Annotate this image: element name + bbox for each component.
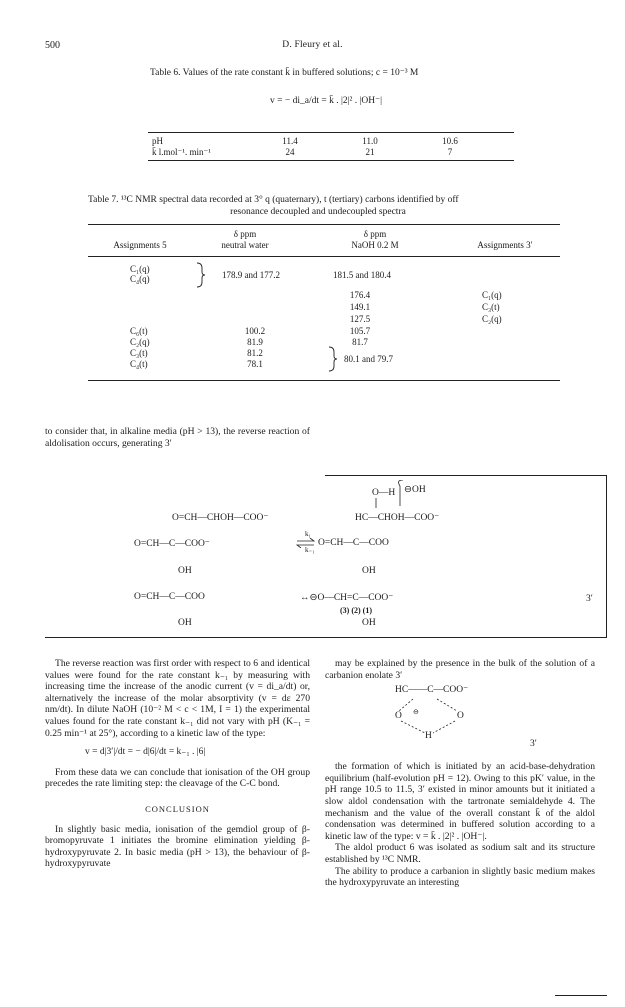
table6-cell: 10.6 xyxy=(442,136,458,146)
scheme-top-oh: ⊖OH xyxy=(404,485,426,495)
table7-header-assign5: Assignments 5 xyxy=(113,240,167,250)
table7-water-value: 178.9 and 177.2 xyxy=(222,270,280,280)
enolate-top: HC——C—COO⁻ xyxy=(395,685,469,696)
scheme-row1-left: O=CH—CHOH—COO⁻ xyxy=(172,513,269,523)
right-paragraph-4: The ability to produce a carbanion in slightly basic medium makes the hydroxypyruvate an interesting xyxy=(325,865,595,889)
table7-caption-line2: resonance decoupled and undecoupled spectra xyxy=(230,207,406,217)
scheme-rate-k1: k₁ xyxy=(305,530,311,538)
scheme-top-label: O—H xyxy=(372,488,396,498)
table6-top-rule xyxy=(148,132,514,133)
intro-paragraph: to consider that, in alkaline media (pH > 13), the reverse reaction of aldolisation occurs, generating 3′ xyxy=(45,426,310,449)
table7-water-value: 100.2 xyxy=(244,326,266,336)
table7-top-rule xyxy=(88,224,560,225)
table7-naoh-value: 81.7 xyxy=(352,337,368,347)
table7-assign5: C₄(t) xyxy=(130,359,148,369)
scheme-right-rule xyxy=(606,475,607,637)
footer-rule xyxy=(555,995,607,996)
table7-header-naoh-top: δ ppm xyxy=(363,229,387,239)
scheme-rate-km1: k₋₁ xyxy=(305,546,315,554)
table7-header-assign3: Assignments 3′ xyxy=(477,240,533,250)
table7-naoh-value: 105.7 xyxy=(349,326,371,336)
scheme-row3-right: OH xyxy=(362,566,376,576)
enolate-bonds xyxy=(395,697,465,737)
scheme-bottom-rule xyxy=(45,637,607,638)
table6-cell: 24 xyxy=(285,147,295,157)
scheme-row2-right: O=CH—C—COO xyxy=(318,538,389,548)
enolate-h: H xyxy=(425,731,432,742)
conclusion-heading: CONCLUSION xyxy=(145,803,210,814)
table6-cell: 7 xyxy=(447,147,453,157)
table7-assign5: C₆(t) xyxy=(130,326,148,336)
table7-bottom-rule xyxy=(88,380,560,381)
table6-cell: 11.4 xyxy=(282,136,298,146)
table6-cell: 21 xyxy=(365,147,375,157)
table7-assign5: C₃(t) xyxy=(130,348,148,358)
right-paragraph-2: the formation of which is initiated by an acid-base-dehydration equilibrium (half-evolution pH = 12). Owing to this pK′ value, in the pH range 10.5 to 11.5, 3′ existed in minor amounts but it initiated a slow aldol condensation with the tartronate semialdehyde 4. The mechanism and the value of the overall constant k̄ of the aldol condensation was determined in buffered solution according to a kinetic law of the type: v = k̄ . |2|² . |OH⁻|. xyxy=(325,761,595,842)
table7-caption-line1: Table 7. ¹³C NMR spectral data recorded at 3° q (quaternary), t (tertiary) carbons identified by off xyxy=(88,195,459,205)
table7-brace-right xyxy=(328,346,338,372)
table6-row-label-ph: pH xyxy=(152,136,163,146)
table7-assign5: C₂(q) xyxy=(130,337,150,347)
scheme-row1-right: HC—CHOH—COO⁻ xyxy=(355,513,440,523)
table7-water-value: 81.2 xyxy=(247,348,263,358)
table7-naoh-value: 149.1 xyxy=(349,302,371,312)
scheme-row2-left: O=CH—C—COO⁻ xyxy=(134,539,210,549)
enolate-label: 3′ xyxy=(530,739,537,750)
enolate-o-left: O xyxy=(395,711,402,722)
table7-naoh-value: 176.4 xyxy=(349,290,371,300)
scheme-row6-left: OH xyxy=(178,618,192,628)
page-number: 500 xyxy=(45,40,60,51)
table7-assign5: C₁(q) xyxy=(130,264,150,274)
scheme-row6-right: OH xyxy=(362,618,376,628)
scheme-top-rule xyxy=(325,475,607,476)
right-column xyxy=(325,658,595,889)
table7-water-value: 81.9 xyxy=(247,337,263,347)
scheme-row4-right: ↔⊖O—CH=C—COO⁻ xyxy=(300,593,394,603)
scheme-row3-left: OH xyxy=(178,566,192,576)
table7-naoh-value: 80.1 and 79.7 xyxy=(344,354,393,364)
left-paragraph-1: The reverse reaction was first order with respect to 6 and identical values were found for the rate constant k₋₁ by measuring with increasing time the increase of the anodic current (v = di_a/dt) or, alternatively the increase of the molar absorptivity (v = dε 270 nm/dt). In dilute NaOH (10⁻² M < c < 1M, I = 1) the experimental values found for the rate constant k₋₁ did not vary with pH (K₋₁ = 0.25 min⁻¹ at 25°), according to a kinetic law of the type: xyxy=(45,658,310,739)
table7-water-value: 78.1 xyxy=(247,359,263,369)
left-equation: v = d|3′|/dt = − d|6|/dt = k₋₁ . |6| xyxy=(85,747,206,758)
table7-assign3: C₂(q) xyxy=(482,314,502,324)
table7-header-naoh-bottom: NaOH 0.2 M xyxy=(351,240,399,250)
table7-assign3: C₁(q) xyxy=(482,290,502,300)
right-paragraph-3: The aldol product 6 was isolated as sodium salt and its structure established by ¹³C NMR. xyxy=(325,842,595,865)
table7-header-water-bottom: neutral water xyxy=(221,240,269,250)
enolate-o-right: O xyxy=(457,711,464,722)
left-column xyxy=(45,658,310,870)
scheme-label-3prime: 3′ xyxy=(586,594,593,604)
table7-assign5: C₄(q) xyxy=(130,274,150,284)
enolate-structure xyxy=(325,681,595,761)
table6-caption: Table 6. Values of the rate constant k̄ in buffered solutions; c = 10⁻³ M xyxy=(150,68,419,78)
table7-brace-left xyxy=(196,262,206,288)
table7-header-rule xyxy=(88,256,560,257)
scheme-arrow-curve xyxy=(370,480,420,510)
scheme-equilibrium-arrow xyxy=(296,538,316,548)
table6-bottom-rule xyxy=(148,160,514,161)
table7-naoh-value: 181.5 and 180.4 xyxy=(333,270,391,280)
enolate-minus: ⊖ xyxy=(413,708,419,717)
table7-naoh-value: 127.5 xyxy=(349,314,371,324)
running-title: D. Fleury et al. xyxy=(282,40,343,50)
table7-assign3: C₃(t) xyxy=(482,302,500,312)
scheme-row5-numbers: (3) (2) (1) xyxy=(340,606,372,615)
table6-equation: v = − di_a/dt = k̄ . |2|² . |OH⁻| xyxy=(270,96,383,106)
table7-header-water-top: δ ppm xyxy=(233,229,257,239)
left-paragraph-2: From these data we can conclude that ionisation of the OH group precedes the rate limiting step: the cleavage of the C-C bond. xyxy=(45,766,310,790)
right-paragraph-1: may be explained by the presence in the bulk of the solution of a carbanion enolate 3′ xyxy=(325,658,595,681)
table6-cell: 11.0 xyxy=(362,136,378,146)
table6-row-label-k: k̄ l.mol⁻¹. min⁻¹ xyxy=(152,147,211,157)
scheme-row4-left: O=CH—C—COO xyxy=(134,592,205,602)
left-paragraph-3: In slightly basic media, ionisation of the gemdiol group of β-bromopyruvate 1 initiates the bromine elimination yielding β-hydroxypyruvate 2. In basic media (pH > 13), the behaviour of β-hydroxypyruvate xyxy=(45,823,310,870)
